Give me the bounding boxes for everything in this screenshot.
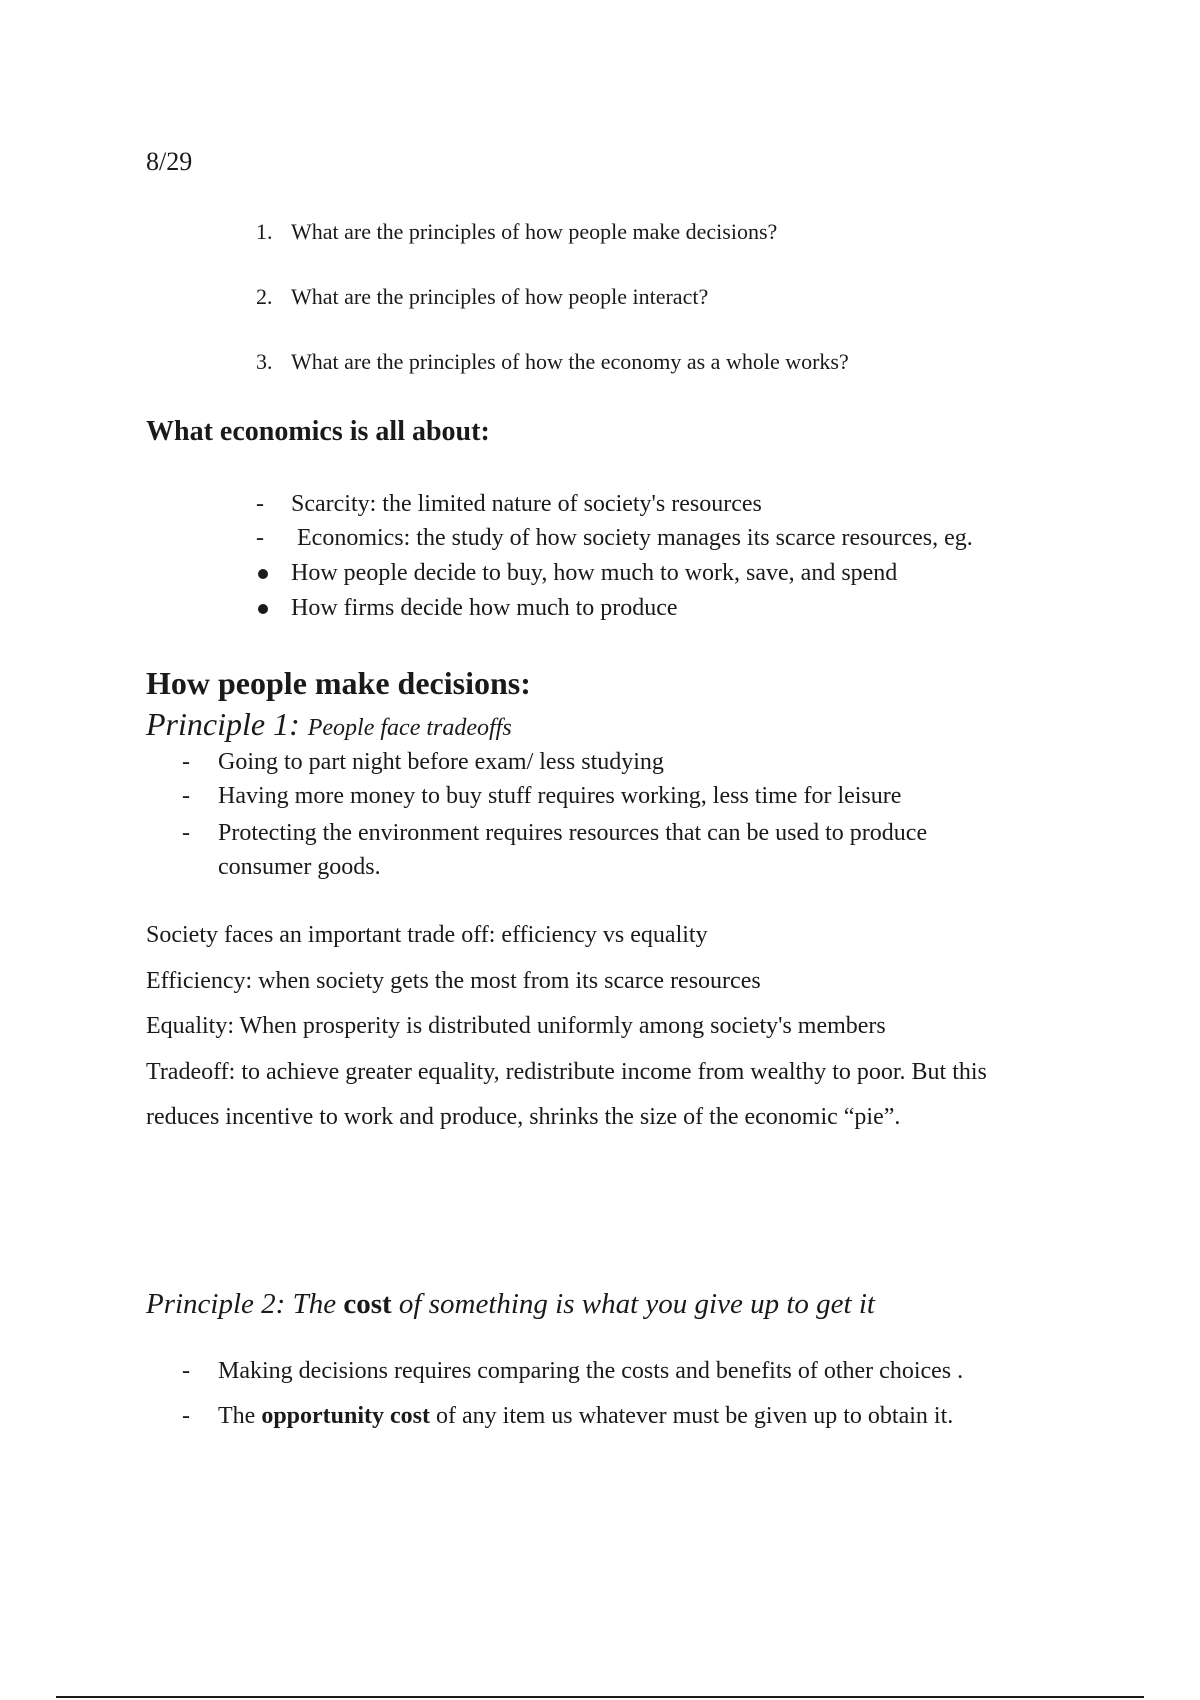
paragraph-line: reduces incentive to work and produce, shrinks the size of the economic “pie”. bbox=[146, 1104, 901, 1130]
list-item bbox=[0, 592, 1200, 624]
page-date: 8/29 bbox=[146, 147, 193, 176]
list-item bbox=[0, 746, 1200, 778]
principle-1-lead: Principle 1: bbox=[146, 706, 308, 742]
list-item bbox=[0, 522, 1200, 554]
dash-marker: - bbox=[182, 1358, 190, 1384]
principle-1-title: People face tradeoffs bbox=[307, 715, 512, 741]
list-item-text: How people decide to buy, how much to work, save, and spend bbox=[291, 560, 898, 586]
principle-2-pre: Principle 2: The bbox=[146, 1288, 344, 1320]
question-number: 1. bbox=[256, 219, 273, 244]
list-item bbox=[0, 780, 1200, 812]
principle-2-heading bbox=[146, 1286, 875, 1322]
bullet-icon bbox=[258, 604, 268, 614]
section-heading-economics: What economics is all about: bbox=[146, 416, 490, 447]
list-item bbox=[0, 1355, 1200, 1387]
list-item bbox=[0, 557, 1200, 589]
list-item-continuation bbox=[0, 851, 1200, 883]
paragraph-line: Society faces an important trade off: efficiency vs equality bbox=[146, 922, 708, 948]
list-item-text: Economics: the study of how society manages its scarce resources, eg. bbox=[291, 525, 973, 551]
list-item bbox=[0, 817, 1200, 849]
opportunity-pre: The bbox=[218, 1403, 262, 1429]
opportunity-cost-term: opportunity cost bbox=[261, 1403, 430, 1429]
question-item bbox=[0, 348, 1200, 376]
paragraph-line: Equality: When prosperity is distributed uniformly among society's members bbox=[146, 1013, 886, 1039]
list-item-text: Going to part night before exam/ less studying bbox=[218, 749, 664, 775]
dash-marker: - bbox=[256, 525, 264, 551]
list-item bbox=[0, 488, 1200, 520]
paragraph-line: Efficiency: when society gets the most from its scarce resources bbox=[146, 968, 761, 994]
paragraph-line: Tradeoff: to achieve greater equality, redistribute income from wealthy to poor. But this bbox=[146, 1059, 987, 1085]
list-item-text: Making decisions requires comparing the costs and benefits of other choices . bbox=[218, 1358, 964, 1384]
list-item-text: Scarcity: the limited nature of society's resources bbox=[291, 491, 762, 517]
question-text: What are the principles of how people make decisions? bbox=[291, 219, 778, 244]
principle-2-post: of something is what you give up to get it bbox=[391, 1288, 875, 1320]
list-item-text: How firms decide how much to produce bbox=[291, 595, 678, 621]
list-item-text bbox=[218, 1400, 953, 1432]
list-item-text: consumer goods. bbox=[218, 854, 381, 880]
dash-marker: - bbox=[182, 820, 190, 846]
question-item bbox=[0, 218, 1200, 246]
question-number: 3. bbox=[256, 349, 273, 374]
opportunity-post: of any item us whatever must be given up to obtain it. bbox=[430, 1403, 954, 1429]
dash-marker: - bbox=[182, 1403, 190, 1429]
list-item-text: Having more money to buy stuff requires working, less time for leisure bbox=[218, 783, 902, 809]
bullet-icon bbox=[258, 569, 268, 579]
question-text: What are the principles of how people interact? bbox=[291, 284, 709, 309]
principle-2-bold: cost bbox=[343, 1288, 392, 1320]
dash-marker: - bbox=[182, 783, 190, 809]
list-item-text: Protecting the environment requires resources that can be used to produce bbox=[218, 820, 928, 846]
list-item bbox=[0, 1400, 1200, 1432]
dash-marker: - bbox=[256, 491, 264, 517]
bottom-divider bbox=[56, 1696, 1144, 1698]
principle-1-heading bbox=[146, 705, 512, 747]
question-number: 2. bbox=[256, 284, 273, 309]
dash-marker: - bbox=[182, 749, 190, 775]
section-heading-decisions: How people make decisions: bbox=[146, 665, 531, 701]
question-item bbox=[0, 283, 1200, 311]
question-text: What are the principles of how the economy as a whole works? bbox=[291, 349, 849, 374]
